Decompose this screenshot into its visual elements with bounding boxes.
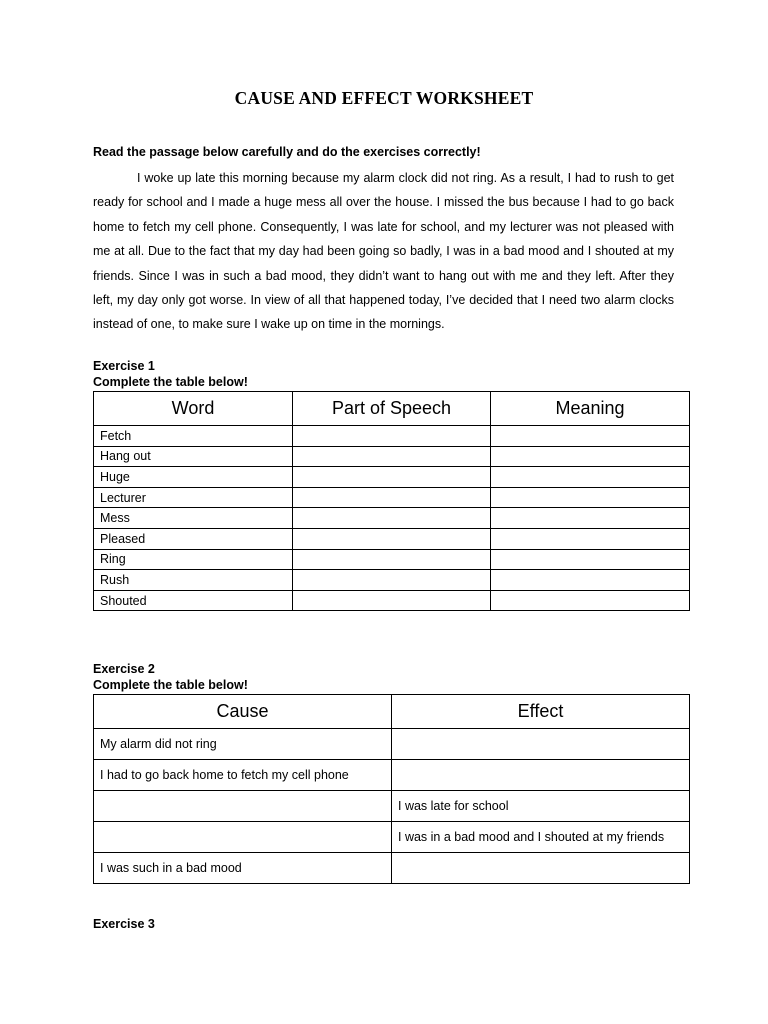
exercise-1-instruction: Complete the table below! <box>93 375 248 389</box>
effect-cell: I was late for school <box>392 791 690 822</box>
table-row <box>94 853 690 884</box>
part-of-speech-cell[interactable] <box>293 590 491 611</box>
effect-cell: I was in a bad mood and I shouted at my friends <box>392 822 690 853</box>
part-of-speech-cell[interactable] <box>293 528 491 549</box>
passage-text: I woke up late this morning because my alarm clock did not ring. As a result, I had to rush to get ready for school and I made a huge mess all over the house. I missed the bus because I had to go back home to fetch my cell phone. Consequently, I was late for school, and my lecturer was not pleased with me at all. Due to the fact that my day had been going so badly, I was in a bad mood and I shouted at my friends. Since I was in such a bad mood, they didn’t want to hang out with me and they left. After they left, my day only got worse. In view of all that happened today, I’ve decided that I need two alarm clocks instead of one, to make sure I wake up on time in the mornings. <box>93 171 674 332</box>
word-cell: Ring <box>94 549 293 570</box>
cause-cell: I was such in a bad mood <box>94 853 392 884</box>
effect-cell[interactable] <box>392 729 690 760</box>
vocabulary-table-header <box>94 392 690 426</box>
word-cell: Rush <box>94 570 293 591</box>
part-of-speech-cell[interactable] <box>293 508 491 529</box>
table-row <box>94 570 690 591</box>
cause-cell[interactable] <box>94 791 392 822</box>
part-of-speech-cell[interactable] <box>293 467 491 488</box>
header-cause: Cause <box>94 695 392 729</box>
table-row <box>94 590 690 611</box>
effect-cell[interactable] <box>392 853 690 884</box>
word-cell: Huge <box>94 467 293 488</box>
exercise-1-label: Exercise 1 <box>93 359 155 373</box>
meaning-cell[interactable] <box>491 570 690 591</box>
table-row <box>94 426 690 447</box>
meaning-cell[interactable] <box>491 528 690 549</box>
part-of-speech-cell[interactable] <box>293 426 491 447</box>
meaning-cell[interactable] <box>491 467 690 488</box>
meaning-cell[interactable] <box>491 590 690 611</box>
word-cell: Shouted <box>94 590 293 611</box>
table-row <box>94 467 690 488</box>
table-row <box>94 729 690 760</box>
table-row <box>94 549 690 570</box>
table-row <box>94 760 690 791</box>
worksheet-title: CAUSE AND EFFECT WORKSHEET <box>234 88 534 108</box>
table-row <box>94 487 690 508</box>
cause-cell: My alarm did not ring <box>94 729 392 760</box>
table-row <box>94 528 690 549</box>
table-row <box>94 791 690 822</box>
word-cell: Lecturer <box>94 487 293 508</box>
table-row <box>94 446 690 467</box>
cause-effect-table-header <box>94 695 690 729</box>
meaning-cell[interactable] <box>491 426 690 447</box>
part-of-speech-cell[interactable] <box>293 570 491 591</box>
cause-effect-table <box>93 694 690 884</box>
meaning-cell[interactable] <box>491 446 690 467</box>
reading-passage <box>93 166 674 337</box>
exercise-2-instruction: Complete the table below! <box>93 678 248 692</box>
header-word: Word <box>94 392 293 426</box>
word-cell: Mess <box>94 508 293 529</box>
header-meaning: Meaning <box>491 392 690 426</box>
vocabulary-table <box>93 391 690 611</box>
word-cell: Fetch <box>94 426 293 447</box>
meaning-cell[interactable] <box>491 508 690 529</box>
exercise-3-label: Exercise 3 <box>93 917 155 931</box>
table-row <box>94 822 690 853</box>
word-cell: Pleased <box>94 528 293 549</box>
cause-cell[interactable] <box>94 822 392 853</box>
word-cell: Hang out <box>94 446 293 467</box>
meaning-cell[interactable] <box>491 487 690 508</box>
effect-cell[interactable] <box>392 760 690 791</box>
header-effect: Effect <box>392 695 690 729</box>
meaning-cell[interactable] <box>491 549 690 570</box>
reading-instructions: Read the passage below carefully and do the exercises correctly! <box>93 145 481 159</box>
cause-cell: I had to go back home to fetch my cell phone <box>94 760 392 791</box>
exercise-2-label: Exercise 2 <box>93 662 155 676</box>
part-of-speech-cell[interactable] <box>293 487 491 508</box>
header-part-of-speech: Part of Speech <box>293 392 491 426</box>
table-row <box>94 508 690 529</box>
part-of-speech-cell[interactable] <box>293 549 491 570</box>
part-of-speech-cell[interactable] <box>293 446 491 467</box>
